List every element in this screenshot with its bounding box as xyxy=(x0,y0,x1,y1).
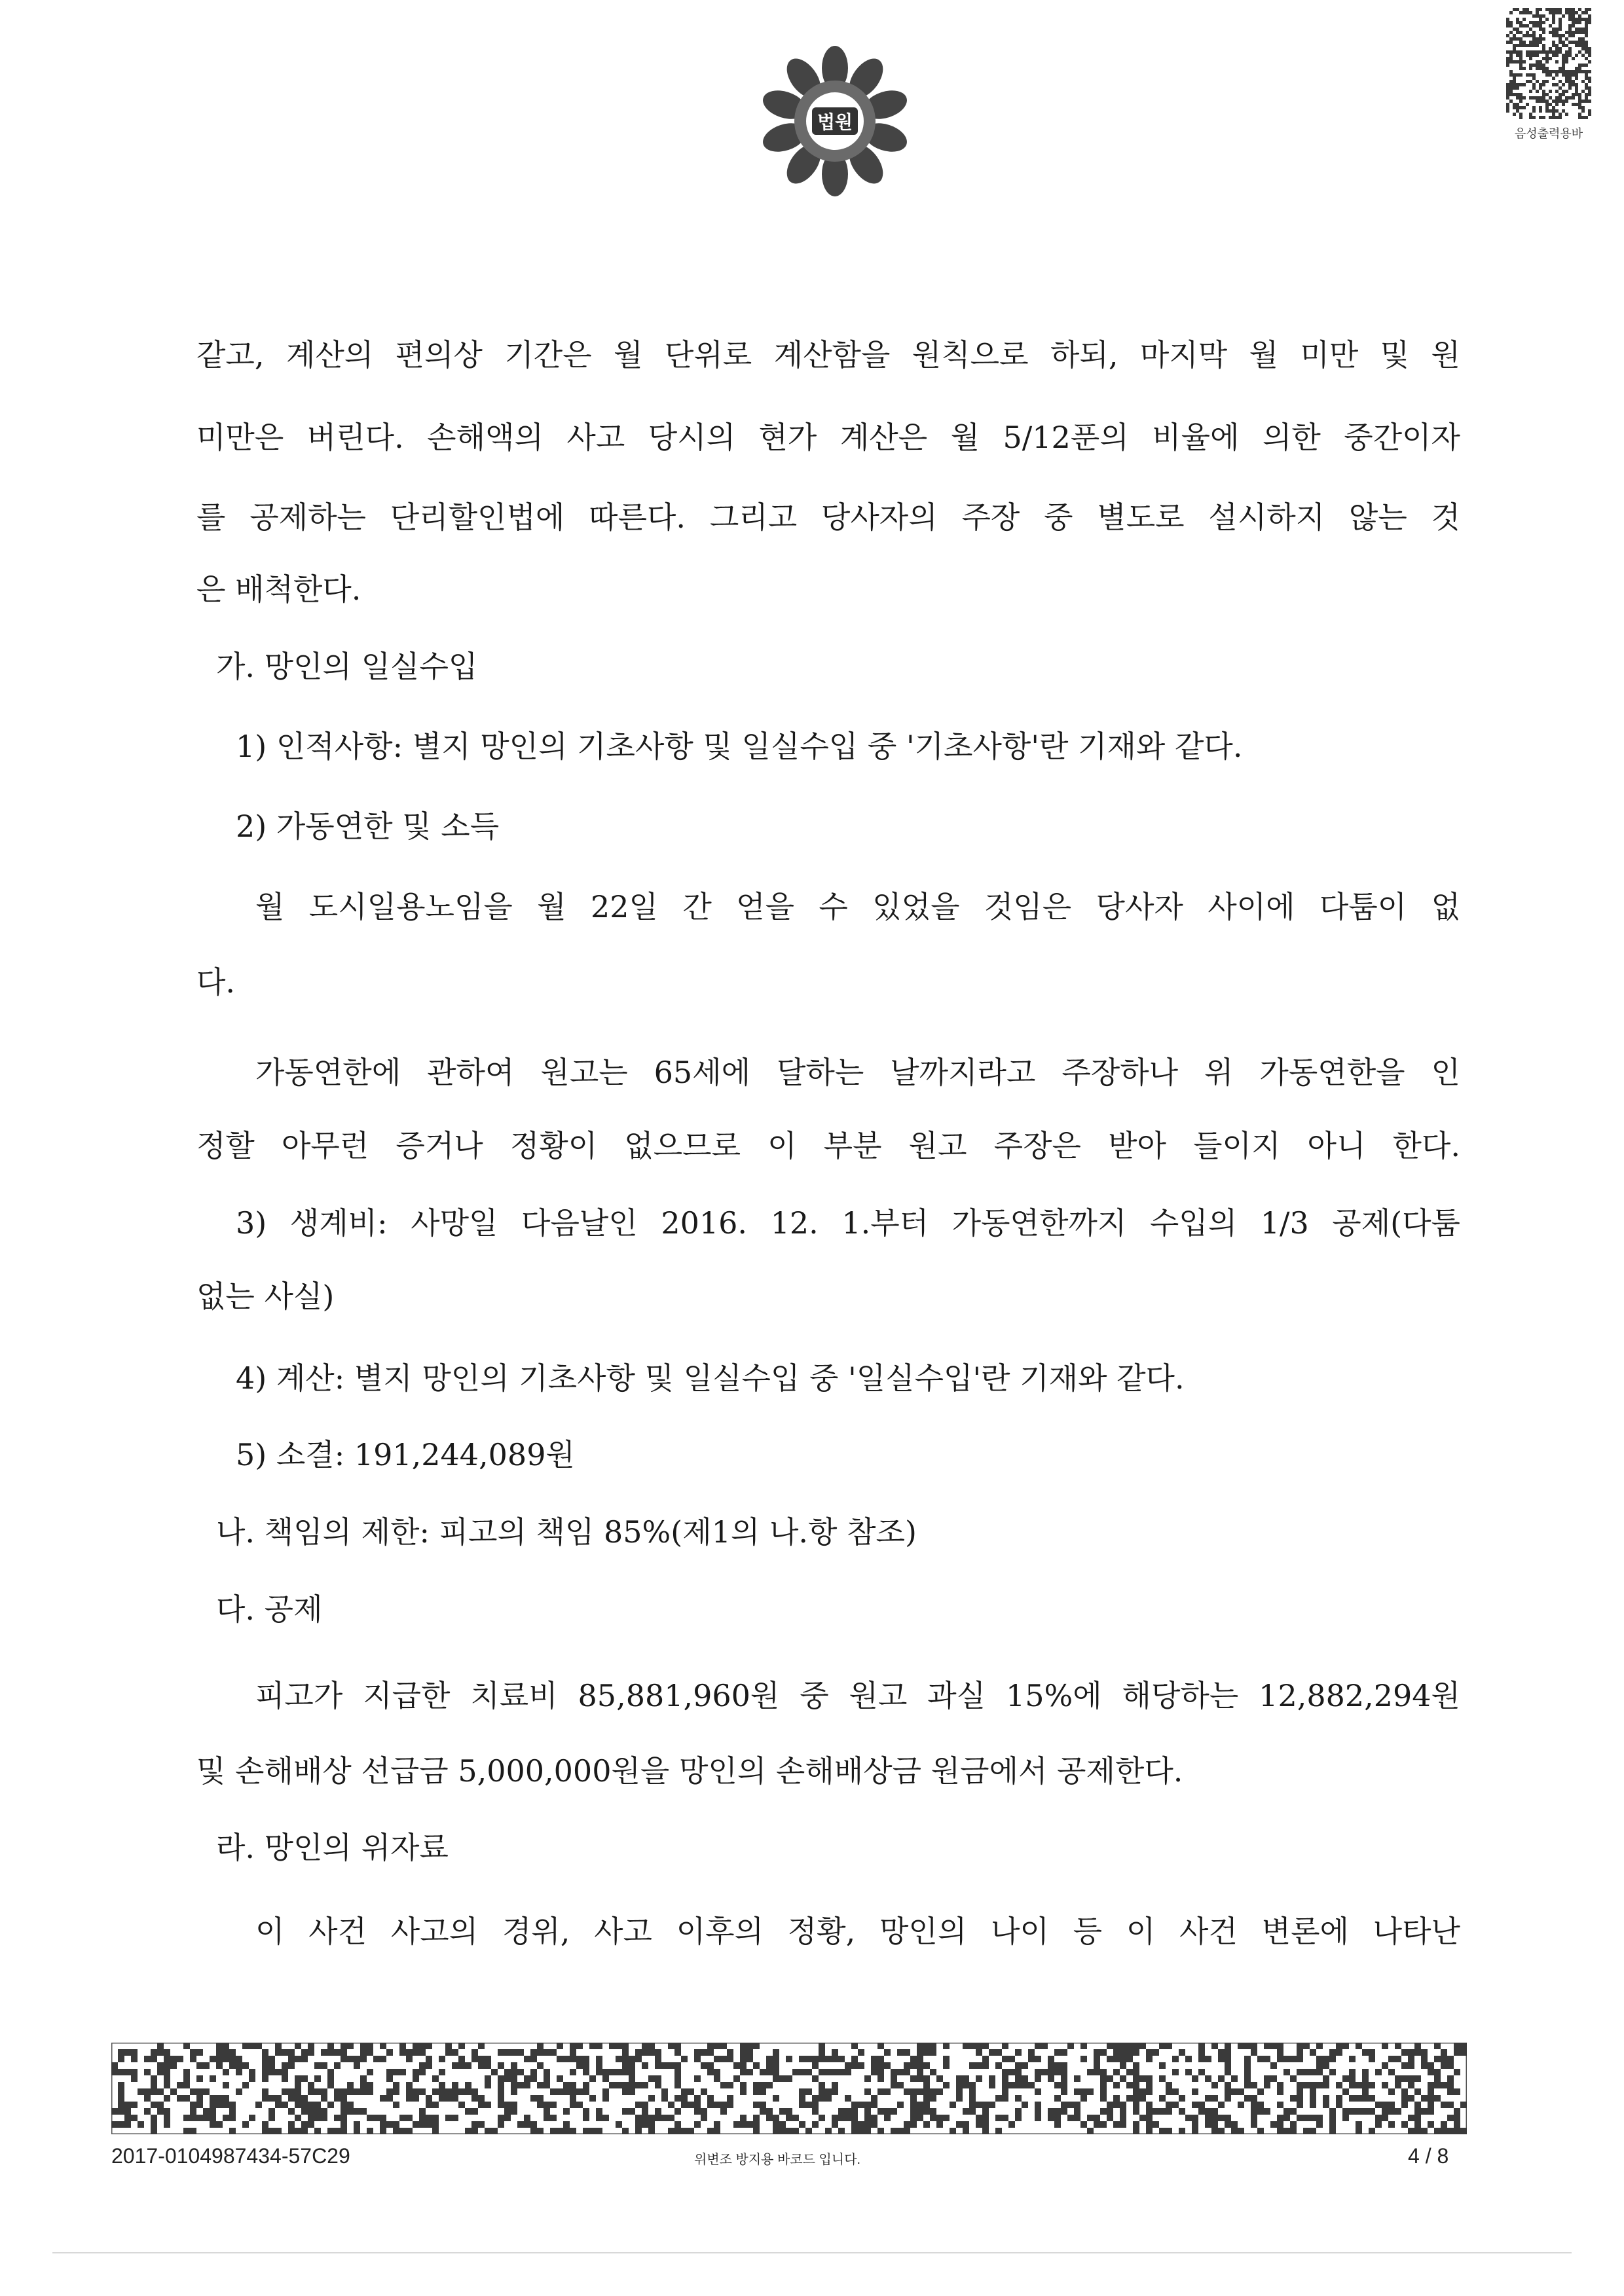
qr-caption: 음성출력용바 xyxy=(1514,127,1583,141)
body-line-8: 월 도시일용노임을 월 22일 간 얻을 수 있었을 것임은 당사자 사이에 다툼이 없 xyxy=(255,889,1460,924)
body-line-10: 가동연한에 관하여 원고는 65세에 달하는 날까지라고 주장하나 위 가동연한을 인 xyxy=(255,1055,1460,1090)
body-line-13: 없는 사실) xyxy=(196,1279,335,1314)
body-line-11: 정할 아무런 증거나 정황이 없으므로 이 부분 원고 주장은 받아 들이지 아니 한다. xyxy=(196,1128,1460,1163)
body-line-15: 5) 소결: 191,244,089원 xyxy=(236,1437,575,1472)
body-line-21: 이 사건 사고의 경위, 사고 이후의 정황, 망인의 나이 등 이 사건 변론에 나타난 xyxy=(255,1914,1460,1949)
body-line-9: 다. xyxy=(196,964,236,1000)
barcode-note: 위변조 방지용 바코드 입니다. xyxy=(694,2153,861,2167)
section-heading-ra: 라. 망인의 위자료 xyxy=(216,1830,449,1865)
section-heading-na: 나. 책임의 제한: 피고의 책임 85%(제1의 나.항 참조) xyxy=(216,1514,917,1550)
body-line-12: 3) 생계비: 사망일 다음날인 2016. 12. 1.부터 가동연한까지 수입의 1/3 공제(다툼 xyxy=(236,1205,1460,1241)
bottom-divider xyxy=(52,2252,1572,2253)
body-line-19: 및 손해배상 선급금 5,000,000원을 망인의 손해배상금 원금에서 공제한다. xyxy=(196,1753,1183,1789)
court-emblem xyxy=(753,39,917,203)
section-heading-da: 다. 공제 xyxy=(216,1592,323,1627)
document-id: 2017-0104987434-57C29 xyxy=(111,2144,350,2168)
body-line-2: 미만은 버린다. 손해액의 사고 당시의 현가 계산은 월 5/12푼의 비율에 의한 중간이자 xyxy=(196,420,1460,455)
qr-code xyxy=(1506,8,1591,119)
body-line-1: 같고, 계산의 편의상 기간은 월 단위로 계산함을 원칙으로 하되, 마지막 월 미만 및 원 xyxy=(196,337,1460,373)
body-line-7: 2) 가동연한 및 소득 xyxy=(236,809,500,844)
body-line-14: 4) 계산: 별지 망인의 기초사항 및 일실수입 중 '일실수입'란 기재와 같다. xyxy=(236,1360,1185,1396)
body-line-3: 를 공제하는 단리할인법에 따른다. 그리고 당사자의 주장 중 별도로 설시하지 않는 것 xyxy=(196,500,1460,535)
anti-forgery-barcode xyxy=(111,2043,1467,2134)
body-line-6: 1) 인적사항: 별지 망인의 기초사항 및 일실수입 중 '기초사항'란 기재와 같다. xyxy=(236,729,1243,764)
section-heading-ga: 가. 망인의 일실수입 xyxy=(216,649,478,684)
page-number: 4 / 8 xyxy=(1408,2144,1449,2168)
emblem-text: 법원 xyxy=(817,111,853,133)
body-line-4: 은 배척한다. xyxy=(196,572,361,607)
body-line-18: 피고가 지급한 치료비 85,881,960원 중 원고 과실 15%에 해당하는 12,882,294원 xyxy=(255,1678,1460,1713)
